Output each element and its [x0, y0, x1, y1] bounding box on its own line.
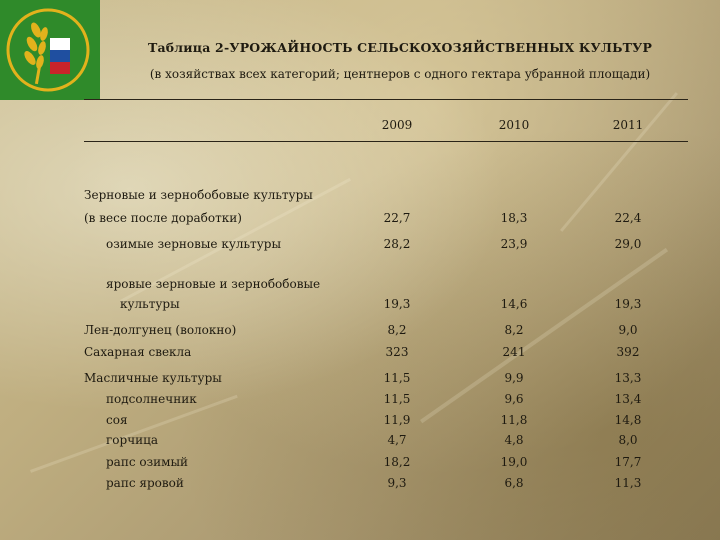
column-header-2010: 2010 — [498, 118, 530, 132]
table-cell: 9,0 — [618, 323, 638, 337]
row-label: озимые зерновые культуры — [106, 237, 281, 251]
table-cell: 18,2 — [383, 455, 411, 469]
table-cell: 11,9 — [383, 413, 411, 427]
row-label: горчица — [106, 433, 158, 447]
table-cell: 28,2 — [383, 237, 411, 251]
table-cell: 23,9 — [500, 237, 528, 251]
table-cell: 19,3 — [614, 297, 642, 311]
table-cell: 8,0 — [618, 433, 638, 447]
table-cell: 11,5 — [383, 371, 411, 385]
table-cell: 241 — [502, 345, 526, 359]
table-cell: 29,0 — [614, 237, 642, 251]
table-top-rule — [84, 99, 688, 100]
table-cell: 323 — [385, 345, 409, 359]
table-cell: 17,7 — [614, 455, 642, 469]
row-label: соя — [106, 413, 128, 427]
row-label: рапс яровой — [106, 476, 184, 490]
header-bottom-rule — [84, 141, 688, 142]
column-header-2009: 2009 — [381, 118, 413, 132]
table-cell: 22,7 — [383, 211, 411, 225]
table-cell: 19,0 — [500, 455, 528, 469]
table-cell: 11,8 — [500, 413, 528, 427]
row-label: яровые зерновые и зернобобовые — [106, 277, 321, 291]
table-title: Таблица 2-УРОЖАЙНОСТЬ СЕЛЬСКОХОЗЯЙСТВЕННЫХ КУЛЬТУР — [147, 40, 653, 55]
table-cell: 6,8 — [504, 476, 524, 490]
row-label: Масличные культуры — [84, 371, 222, 385]
table-cell: 8,2 — [504, 323, 524, 337]
table-cell: 9,6 — [504, 392, 524, 406]
ministry-logo — [0, 0, 100, 100]
row-label: подсолнечник — [106, 392, 197, 406]
row-label: (в весе после доработки) — [84, 211, 242, 225]
group-label: Зерновые и зернобобовые культуры — [84, 188, 313, 202]
table-cell: 4,8 — [504, 433, 524, 447]
table-cell: 13,3 — [614, 371, 642, 385]
table-cell: 22,4 — [614, 211, 642, 225]
row-label: Сахарная свекла — [84, 345, 192, 359]
table-cell: 8,2 — [387, 323, 407, 337]
wheat-emblem-icon — [0, 0, 100, 100]
table-cell: 14,6 — [500, 297, 528, 311]
table-cell: 11,3 — [614, 476, 642, 490]
table-cell: 14,8 — [614, 413, 642, 427]
table-cell: 11,5 — [383, 392, 411, 406]
table-cell: 13,4 — [614, 392, 642, 406]
table-cell: 392 — [616, 345, 640, 359]
row-label: рапс озимый — [106, 455, 189, 469]
column-header-2011: 2011 — [612, 118, 644, 132]
table-cell: 19,3 — [383, 297, 411, 311]
table-cell: 9,9 — [504, 371, 524, 385]
table-cell: 9,3 — [387, 476, 407, 490]
row-label: Лен-долгунец (волокно) — [84, 323, 237, 337]
table-cell: 18,3 — [500, 211, 528, 225]
row-label-continuation: культуры — [120, 297, 180, 311]
table-subtitle: (в хозяйствах всех категорий; центнеров с одного гектара убранной площади) — [149, 67, 651, 81]
table-cell: 4,7 — [387, 433, 407, 447]
